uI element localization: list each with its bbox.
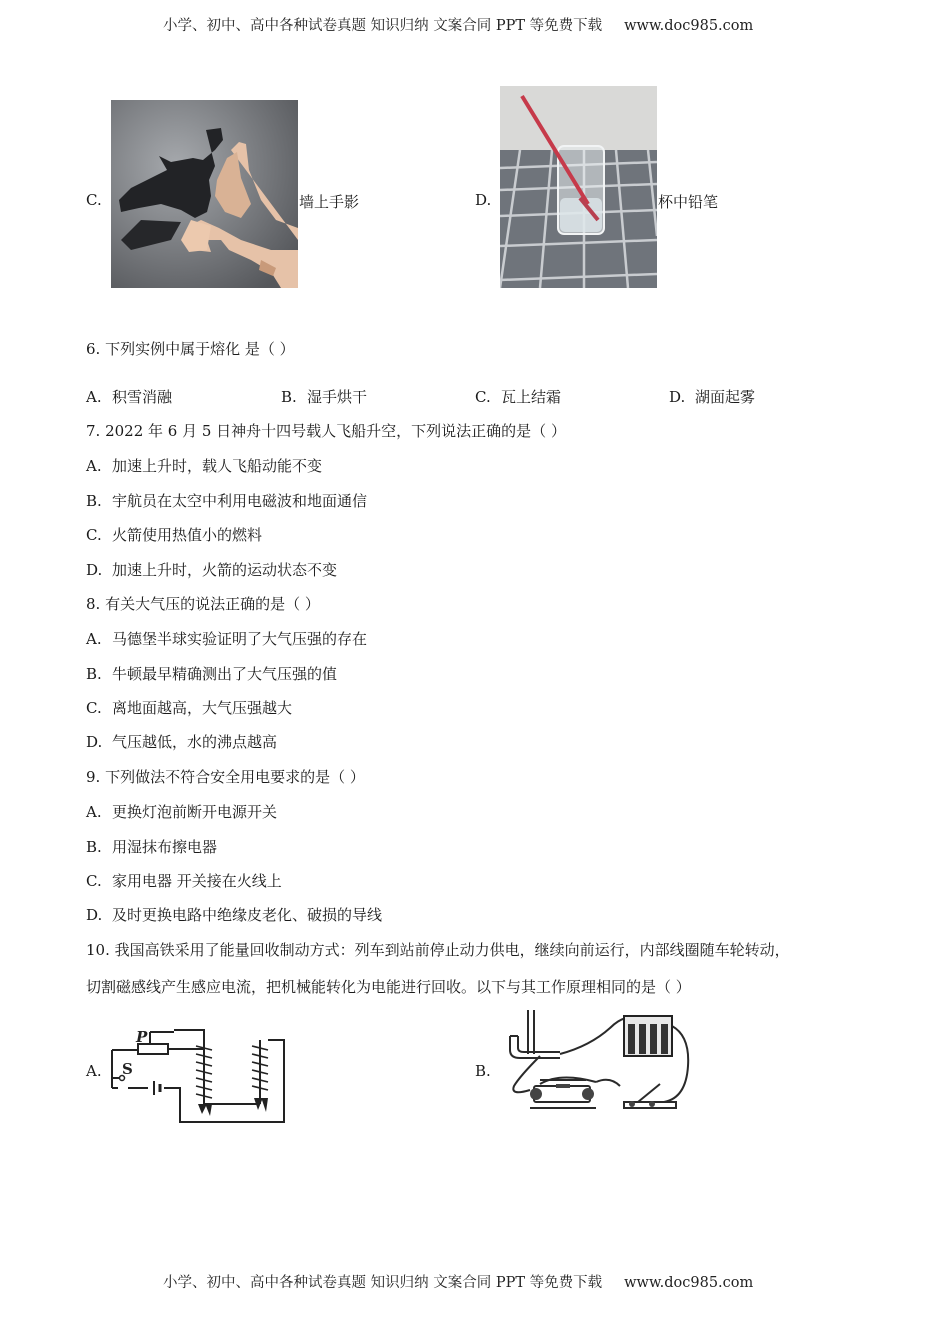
option-text: 湿手烘干 (307, 388, 368, 406)
q10-option-a-letter: A. (86, 1062, 102, 1080)
pencil-cup-photo (500, 86, 657, 288)
q7-option-a[interactable] (86, 455, 322, 476)
option-letter: C. (86, 699, 102, 717)
q8-option-d[interactable] (86, 731, 277, 752)
option-text: 瓦上结霜 (501, 388, 562, 406)
q9-option-d[interactable] (86, 904, 382, 925)
q5-option-d-caption: 杯中铅笔 (658, 193, 719, 211)
option-letter: A. (86, 630, 102, 648)
hand-shadow-image (111, 100, 298, 288)
q6-option-d[interactable] (669, 386, 755, 407)
q7-option-b[interactable] (86, 490, 367, 511)
option-text: 火箭使用热值小的燃料 (112, 526, 263, 544)
q10-option-b-letter: B. (475, 1062, 491, 1080)
q9-option-c[interactable] (86, 870, 282, 891)
option-letter: C. (475, 388, 491, 406)
footer-site-link[interactable]: www.doc985.com (624, 1275, 754, 1291)
option-text: 家用电器 开关接在火线上 (112, 872, 282, 890)
q10-stem-line1: 10. 我国高铁采用了能量回收制动方式：列车到站前停止动力供电，继续向前运行，内部线圈随车轮转动， (86, 941, 790, 959)
option-text: 加速上升时，火箭的运动状态不变 (112, 561, 338, 579)
option-text: 湖面起雾 (695, 388, 756, 406)
q6-option-c[interactable] (475, 386, 561, 407)
q6-stem: 6. 下列实例中属于熔化 是（ ） (86, 340, 295, 358)
generator-apparatus-diagram (500, 1006, 690, 1118)
option-text: 积雪消融 (112, 388, 173, 406)
option-text: 离地面越高，大气压强越大 (112, 699, 293, 717)
q8-option-a[interactable] (86, 628, 367, 649)
option-text: 牛顿最早精确测出了大气压强的值 (112, 665, 338, 683)
page-header (163, 14, 753, 35)
option-letter: C. (86, 872, 102, 890)
option-letter: A. (86, 388, 102, 406)
electromagnet-circuit-image (108, 1026, 288, 1126)
q5-option-c-caption: 墙上手影 (299, 193, 360, 211)
option-letter: D. (86, 733, 103, 751)
pencil-cup-image (500, 86, 657, 288)
q9-option-a[interactable] (86, 801, 277, 822)
option-text: 及时更换电路中绝缘皮老化、破损的导线 (112, 906, 383, 924)
electromagnet-circuit-diagram (108, 1026, 288, 1126)
option-text: 更换灯泡前断开电源开关 (112, 803, 278, 821)
option-text: 马德堡半球实验证明了大气压强的存在 (112, 630, 368, 648)
switch-label-s: S (122, 1060, 133, 1078)
header-site-link[interactable]: www.doc985.com (624, 18, 754, 34)
generator-apparatus-image (500, 1006, 690, 1118)
q7-option-c[interactable] (86, 524, 262, 545)
option-letter: D. (86, 906, 103, 924)
q7-stem: 7. 2022 年 6 月 5 日神舟十四号载人飞船升空，下列说法正确的是（ ） (86, 422, 566, 440)
option-text: 气压越低，水的沸点越高 (112, 733, 278, 751)
q9-stem: 9. 下列做法不符合安全用电要求的是（ ） (86, 768, 365, 786)
option-letter: C. (86, 526, 102, 544)
q8-stem: 8. 有关大气压的说法正确的是（ ） (86, 595, 320, 613)
q6-option-b[interactable] (281, 386, 367, 407)
header-text: 小学、初中、高中各种试卷真题 知识归纳 文案合同 PPT 等免费下载 (163, 18, 603, 34)
option-letter: B. (86, 838, 102, 856)
q9-option-b[interactable] (86, 836, 217, 857)
q8-option-c[interactable] (86, 697, 292, 718)
option-text: 用湿抹布擦电器 (112, 838, 218, 856)
option-letter: B. (281, 388, 297, 406)
hand-shadow-photo (111, 100, 298, 288)
footer-text: 小学、初中、高中各种试卷真题 知识归纳 文案合同 PPT 等免费下载 (163, 1275, 603, 1291)
q7-option-d[interactable] (86, 559, 337, 580)
rheostat-label-p: P (136, 1028, 148, 1046)
page-footer (163, 1271, 753, 1292)
q10-stem-line2: 切割磁感线产生感应电流，把机械能转化为电能进行回收。以下与其工作原理相同的是（ ） (86, 978, 691, 996)
option-letter: A. (86, 803, 102, 821)
option-text: 加速上升时，载人飞船动能不变 (112, 457, 323, 475)
q5-option-c-letter: C. (86, 191, 102, 209)
option-letter: D. (86, 561, 103, 579)
option-text: 宇航员在太空中利用电磁波和地面通信 (112, 492, 368, 510)
q5-option-d-letter: D. (475, 191, 492, 209)
option-letter: D. (669, 388, 686, 406)
option-letter: B. (86, 492, 102, 510)
q6-option-a[interactable] (86, 386, 172, 407)
option-letter: B. (86, 665, 102, 683)
q8-option-b[interactable] (86, 663, 337, 684)
option-letter: A. (86, 457, 102, 475)
